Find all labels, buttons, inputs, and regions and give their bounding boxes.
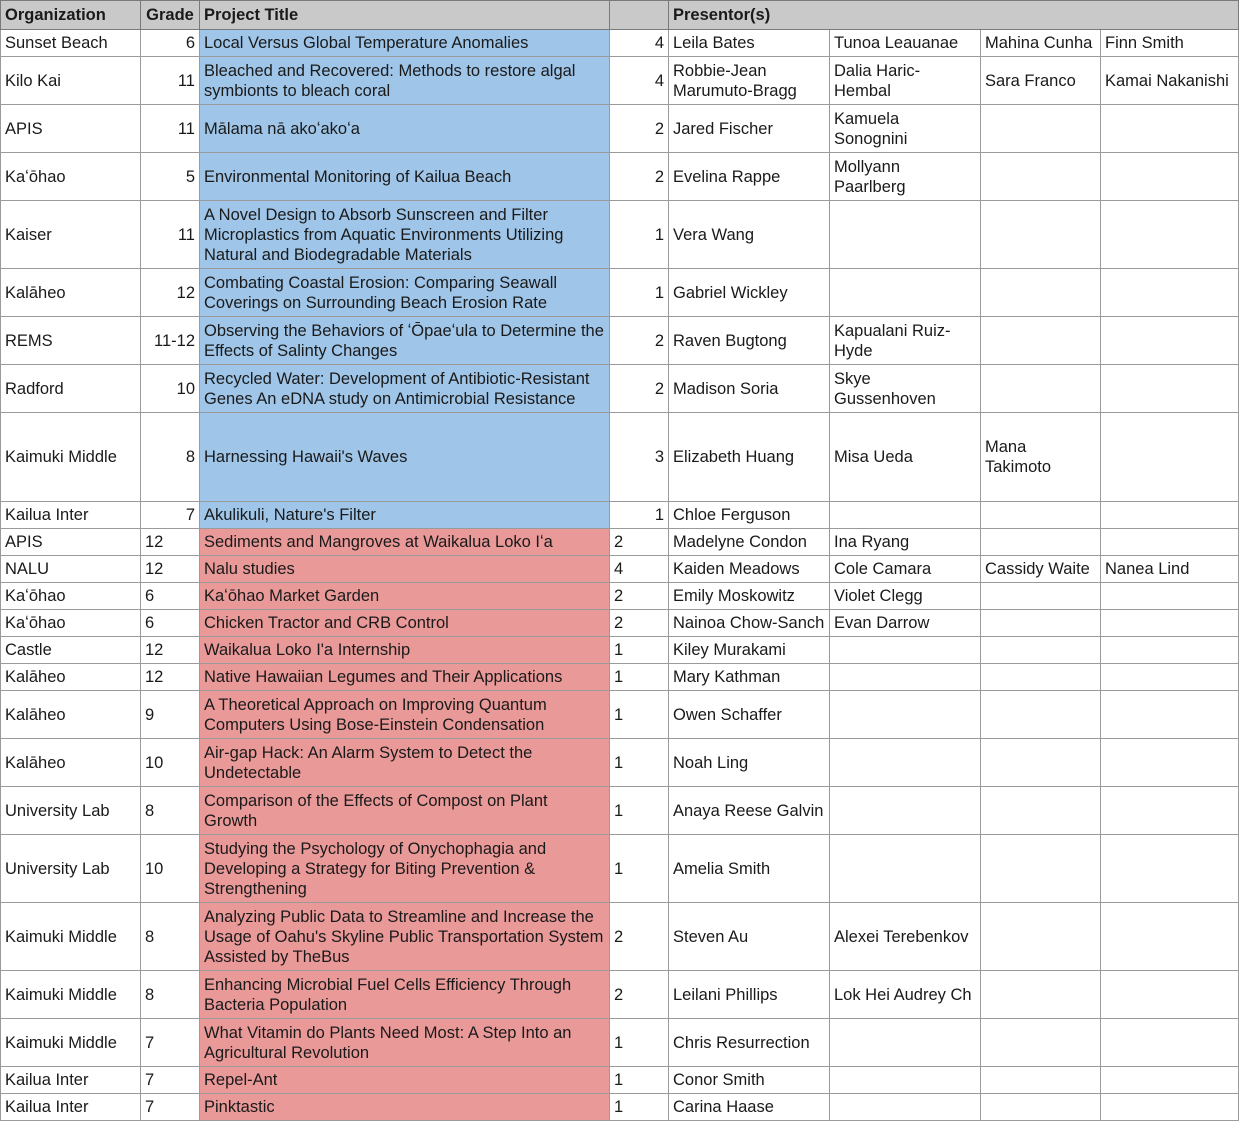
project-title-cell[interactable]: Harnessing Hawaii's Waves (200, 413, 610, 502)
presenter-count-cell[interactable]: 1 (610, 1019, 669, 1067)
grade-cell[interactable]: 11-12 (141, 317, 200, 365)
presenter-count-cell[interactable]: 2 (610, 529, 669, 556)
presenter-cell[interactable] (981, 637, 1101, 664)
grade-cell[interactable]: 10 (141, 365, 200, 413)
table-row (1, 739, 1239, 787)
presenter-cell[interactable]: Evelina Rappe (669, 153, 830, 201)
presenter-cell[interactable] (1101, 1067, 1239, 1094)
grade-cell[interactable]: 10 (141, 739, 200, 787)
presenter-count-cell[interactable]: 1 (610, 787, 669, 835)
presenter-cell[interactable]: Amelia Smith (669, 835, 830, 903)
grade-cell[interactable]: 12 (141, 664, 200, 691)
project-title-cell[interactable]: Environmental Monitoring of Kailua Beach (200, 153, 610, 201)
presenter-cell[interactable]: Carina Haase (669, 1094, 830, 1121)
table-row (1, 317, 1239, 365)
table-row (1, 57, 1239, 105)
presenter-cell[interactable] (981, 971, 1101, 1019)
table-row (1, 903, 1239, 971)
presenter-cell[interactable] (1101, 835, 1239, 903)
presenter-cell[interactable] (1101, 739, 1239, 787)
presenter-cell[interactable] (981, 105, 1101, 153)
presenter-cell[interactable]: Tunoa Leauanae (830, 30, 981, 57)
table-row (1, 835, 1239, 903)
presenter-cell[interactable]: Cassidy Waite (981, 556, 1101, 583)
presenter-cell[interactable] (830, 637, 981, 664)
presenter-cell[interactable]: Sara Franco (981, 57, 1101, 105)
presenter-cell[interactable] (1101, 1019, 1239, 1067)
presenter-cell[interactable] (981, 365, 1101, 413)
table-row (1, 691, 1239, 739)
grade-cell[interactable]: 8 (141, 787, 200, 835)
presenter-cell[interactable] (830, 201, 981, 269)
presenter-cell[interactable]: Finn Smith (1101, 30, 1239, 57)
presenter-cell[interactable]: Kaiden Meadows (669, 556, 830, 583)
organization-cell[interactable]: Kalāheo (1, 691, 141, 739)
presenter-cell[interactable] (981, 1094, 1101, 1121)
presenter-cell[interactable] (830, 1019, 981, 1067)
presenter-cell[interactable] (1101, 413, 1239, 502)
presenter-cell[interactable]: Owen Schaffer (669, 691, 830, 739)
presenter-cell[interactable] (830, 664, 981, 691)
grade-cell[interactable]: 6 (141, 30, 200, 57)
table-row (1, 556, 1239, 583)
organization-cell[interactable]: University Lab (1, 835, 141, 903)
presenter-cell[interactable]: Elizabeth Huang (669, 413, 830, 502)
organization-cell[interactable]: Kailua Inter (1, 1094, 141, 1121)
project-title-cell[interactable]: Studying the Psychology of Onychophagia and Developing a Strategy for Biting Prevention & Strengthening (200, 835, 610, 903)
presenter-count-cell[interactable]: 1 (610, 1067, 669, 1094)
grade-cell[interactable]: 7 (141, 1067, 200, 1094)
presenter-cell[interactable] (1101, 787, 1239, 835)
presenter-count-cell[interactable]: 1 (610, 664, 669, 691)
presenter-cell[interactable]: Conor Smith (669, 1067, 830, 1094)
grade-cell[interactable]: 5 (141, 153, 200, 201)
grade-cell[interactable]: 12 (141, 556, 200, 583)
presenter-count-cell[interactable]: 1 (610, 637, 669, 664)
presenter-cell[interactable] (1101, 903, 1239, 971)
organization-cell[interactable]: Kaimuki Middle (1, 1019, 141, 1067)
header-organization[interactable]: Organization (1, 1, 141, 30)
table-row (1, 1094, 1239, 1121)
presenter-cell[interactable] (981, 1019, 1101, 1067)
presenter-cell[interactable]: Lok Hei Audrey Ch (830, 971, 981, 1019)
presenter-cell[interactable] (981, 502, 1101, 529)
grade-cell[interactable]: 8 (141, 413, 200, 502)
grade-cell[interactable]: 7 (141, 1019, 200, 1067)
presenter-cell[interactable] (830, 691, 981, 739)
presenter-cell[interactable]: Madison Soria (669, 365, 830, 413)
table-row (1, 201, 1239, 269)
presenter-cell[interactable]: Mahina Cunha (981, 30, 1101, 57)
presenter-count-cell[interactable]: 2 (610, 971, 669, 1019)
presenter-cell[interactable]: Kapualani Ruiz-Hyde (830, 317, 981, 365)
presenter-cell[interactable] (981, 739, 1101, 787)
project-title-cell[interactable]: Kaʻōhao Market Garden (200, 583, 610, 610)
project-title-cell[interactable]: Local Versus Global Temperature Anomalies (200, 30, 610, 57)
project-title-cell[interactable]: Enhancing Microbial Fuel Cells Efficiency Through Bacteria Population (200, 971, 610, 1019)
presenter-cell[interactable]: Violet Clegg (830, 583, 981, 610)
presenter-cell[interactable]: Evan Darrow (830, 610, 981, 637)
organization-cell[interactable]: APIS (1, 105, 141, 153)
presenter-cell[interactable] (1101, 664, 1239, 691)
project-title-cell[interactable]: Mālama nā akoʻakoʻa (200, 105, 610, 153)
header-grade[interactable]: Grade (141, 1, 200, 30)
presenter-cell[interactable]: Anaya Reese Galvin (669, 787, 830, 835)
presenter-cell[interactable] (830, 787, 981, 835)
presenter-cell[interactable] (1101, 317, 1239, 365)
project-title-cell[interactable]: Waikalua Loko I'a Internship (200, 637, 610, 664)
project-title-cell[interactable]: Analyzing Public Data to Streamline and Increase the Usage of Oahu's Skyline Public Transportation System Assisted by TheBus (200, 903, 610, 971)
presenter-cell[interactable] (1101, 153, 1239, 201)
project-title-cell[interactable]: Comparison of the Effects of Compost on Plant Growth (200, 787, 610, 835)
project-title-cell[interactable]: A Novel Design to Absorb Sunscreen and Filter Microplastics from Aquatic Environments Utilizing Natural and Biodegradable Materials (200, 201, 610, 269)
grade-cell[interactable]: 11 (141, 105, 200, 153)
organization-cell[interactable]: Kalāheo (1, 739, 141, 787)
presenter-cell[interactable] (981, 153, 1101, 201)
table-row (1, 153, 1239, 201)
presenter-cell[interactable]: Dalia Haric-Hembal (830, 57, 981, 105)
project-title-cell[interactable]: Nalu studies (200, 556, 610, 583)
presenter-count-cell[interactable]: 1 (610, 691, 669, 739)
organization-cell[interactable]: Kaimuki Middle (1, 971, 141, 1019)
presenter-cell[interactable] (981, 903, 1101, 971)
presenter-count-cell[interactable]: 2 (610, 903, 669, 971)
presenter-cell[interactable] (981, 787, 1101, 835)
grade-cell[interactable]: 10 (141, 835, 200, 903)
presenter-count-cell[interactable]: 1 (610, 502, 669, 529)
presenter-cell[interactable]: Chris Resurrection (669, 1019, 830, 1067)
table-row (1, 413, 1239, 502)
presenter-cell[interactable] (981, 835, 1101, 903)
presenter-cell[interactable]: Kamai Nakanishi (1101, 57, 1239, 105)
presenter-cell[interactable]: Kamuela Sonognini (830, 105, 981, 153)
presenter-count-cell[interactable]: 1 (610, 201, 669, 269)
project-title-cell[interactable]: Sediments and Mangroves at Waikalua Loko Iʻa (200, 529, 610, 556)
header-row (1, 1, 1239, 30)
presenter-cell[interactable]: Kiley Murakami (669, 637, 830, 664)
presenter-cell[interactable]: Mana Takimoto (981, 413, 1101, 502)
presenter-cell[interactable]: Emily Moskowitz (669, 583, 830, 610)
organization-cell[interactable]: Kailua Inter (1, 1067, 141, 1094)
grade-cell[interactable]: 6 (141, 583, 200, 610)
organization-cell[interactable]: Kalāheo (1, 269, 141, 317)
presenter-cell[interactable] (1101, 502, 1239, 529)
presenter-count-cell[interactable]: 2 (610, 105, 669, 153)
table-row (1, 610, 1239, 637)
table-row (1, 529, 1239, 556)
organization-cell[interactable]: Kaʻōhao (1, 153, 141, 201)
grade-cell[interactable]: 8 (141, 971, 200, 1019)
presenter-cell[interactable]: Chloe Ferguson (669, 502, 830, 529)
presenter-cell[interactable]: Vera Wang (669, 201, 830, 269)
presenter-cell[interactable]: Misa Ueda (830, 413, 981, 502)
organization-cell[interactable]: REMS (1, 317, 141, 365)
organization-cell[interactable]: APIS (1, 529, 141, 556)
organization-cell[interactable]: Kaʻōhao (1, 583, 141, 610)
project-title-cell[interactable]: Pinktastic (200, 1094, 610, 1121)
presenter-count-cell[interactable]: 2 (610, 365, 669, 413)
grade-cell[interactable]: 9 (141, 691, 200, 739)
presenter-cell[interactable] (830, 1067, 981, 1094)
organization-cell[interactable]: Kailua Inter (1, 502, 141, 529)
presenter-cell[interactable]: Cole Camara (830, 556, 981, 583)
presenter-cell[interactable] (981, 317, 1101, 365)
presenter-cell[interactable] (830, 739, 981, 787)
organization-cell[interactable]: Kaiser (1, 201, 141, 269)
organization-cell[interactable]: Kilo Kai (1, 57, 141, 105)
project-title-cell[interactable]: Observing the Behaviors of ʻŌpaeʻula to Determine the Effects of Salinty Changes (200, 317, 610, 365)
presenter-count-cell[interactable]: 4 (610, 30, 669, 57)
project-title-cell[interactable]: Bleached and Recovered: Methods to restore algal symbionts to bleach coral (200, 57, 610, 105)
presenter-count-cell[interactable]: 2 (610, 583, 669, 610)
header-project-title[interactable]: Project Title (200, 1, 610, 30)
presenter-cell[interactable]: Alexei Terebenkov (830, 903, 981, 971)
presenter-cell[interactable] (981, 691, 1101, 739)
presenter-cell[interactable]: Gabriel Wickley (669, 269, 830, 317)
presenter-cell[interactable] (830, 269, 981, 317)
presenter-cell[interactable]: Nainoa Chow-Sanch (669, 610, 830, 637)
presenter-cell[interactable] (1101, 610, 1239, 637)
presenter-cell[interactable] (1101, 691, 1239, 739)
presenter-cell[interactable]: Raven Bugtong (669, 317, 830, 365)
table-row (1, 664, 1239, 691)
presenter-cell[interactable] (981, 664, 1101, 691)
organization-cell[interactable]: Kaimuki Middle (1, 413, 141, 502)
presenter-cell[interactable] (981, 1067, 1101, 1094)
grade-cell[interactable]: 7 (141, 502, 200, 529)
grade-cell[interactable]: 12 (141, 269, 200, 317)
presenter-count-cell[interactable]: 4 (610, 556, 669, 583)
presenter-cell[interactable] (1101, 269, 1239, 317)
grade-cell[interactable]: 12 (141, 637, 200, 664)
organization-cell[interactable]: Sunset Beach (1, 30, 141, 57)
presenter-cell[interactable] (1101, 529, 1239, 556)
presenter-count-cell[interactable]: 1 (610, 269, 669, 317)
grade-cell[interactable]: 8 (141, 903, 200, 971)
grade-cell[interactable]: 6 (141, 610, 200, 637)
presenter-cell[interactable] (1101, 583, 1239, 610)
table-row (1, 365, 1239, 413)
presenter-cell[interactable] (1101, 365, 1239, 413)
organization-cell[interactable]: Radford (1, 365, 141, 413)
presenter-cell[interactable] (981, 269, 1101, 317)
presenter-cell[interactable] (981, 201, 1101, 269)
table-row (1, 1019, 1239, 1067)
presenter-cell[interactable]: Mollyann Paarlberg (830, 153, 981, 201)
presenter-cell[interactable]: Skye Gussenhoven (830, 365, 981, 413)
table-row (1, 1067, 1239, 1094)
table-row (1, 787, 1239, 835)
project-title-cell[interactable]: Akulikuli, Nature's Filter (200, 502, 610, 529)
presenter-count-cell[interactable]: 1 (610, 1094, 669, 1121)
presenter-count-cell[interactable]: 4 (610, 57, 669, 105)
project-title-cell[interactable]: What Vitamin do Plants Need Most: A Step Into an Agricultural Revolution (200, 1019, 610, 1067)
project-title-cell[interactable]: Chicken Tractor and CRB Control (200, 610, 610, 637)
presenter-cell[interactable]: Robbie-Jean Marumuto-Bragg (669, 57, 830, 105)
table-row (1, 105, 1239, 153)
project-title-cell[interactable]: Combating Coastal Erosion: Comparing Seawall Coverings on Surrounding Beach Erosion Rate (200, 269, 610, 317)
header-count[interactable] (610, 1, 669, 30)
project-title-cell[interactable]: Repel-Ant (200, 1067, 610, 1094)
grade-cell[interactable]: 11 (141, 57, 200, 105)
grade-cell[interactable]: 12 (141, 529, 200, 556)
organization-cell[interactable]: Kalāheo (1, 664, 141, 691)
presenter-cell[interactable] (1101, 105, 1239, 153)
table-row (1, 502, 1239, 529)
presenter-cell[interactable]: Jared Fischer (669, 105, 830, 153)
presenter-count-cell[interactable]: 1 (610, 835, 669, 903)
project-title-cell[interactable]: Air-gap Hack: An Alarm System to Detect the Undetectable (200, 739, 610, 787)
presenter-cell[interactable]: Leilani Phillips (669, 971, 830, 1019)
presenter-count-cell[interactable]: 2 (610, 610, 669, 637)
presenter-cell[interactable]: Ina Ryang (830, 529, 981, 556)
presenter-cell[interactable]: Leila Bates (669, 30, 830, 57)
table-row (1, 269, 1239, 317)
presenter-cell[interactable] (830, 502, 981, 529)
presenter-cell[interactable] (1101, 971, 1239, 1019)
project-title-cell[interactable]: Native Hawaiian Legumes and Their Applications (200, 664, 610, 691)
presenter-count-cell[interactable]: 3 (610, 413, 669, 502)
organization-cell[interactable]: Kaʻōhao (1, 610, 141, 637)
presenter-count-cell[interactable]: 2 (610, 153, 669, 201)
presenter-cell[interactable] (981, 583, 1101, 610)
table-row (1, 971, 1239, 1019)
presenter-cell[interactable] (830, 835, 981, 903)
presenter-count-cell[interactable]: 2 (610, 317, 669, 365)
project-title-cell[interactable]: A Theoretical Approach on Improving Quantum Computers Using Bose-Einstein Condensation (200, 691, 610, 739)
organization-cell[interactable]: Castle (1, 637, 141, 664)
presenter-cell[interactable]: Steven Au (669, 903, 830, 971)
presenter-cell[interactable] (981, 610, 1101, 637)
organization-cell[interactable]: University Lab (1, 787, 141, 835)
presenter-cell[interactable] (981, 529, 1101, 556)
presenter-cell[interactable]: Mary Kathman (669, 664, 830, 691)
table-row (1, 637, 1239, 664)
presenter-count-cell[interactable]: 1 (610, 739, 669, 787)
project-title-cell[interactable]: Recycled Water: Development of Antibiotic-Resistant Genes An eDNA study on Antimicrobial Resistance (200, 365, 610, 413)
organization-cell[interactable]: Kaimuki Middle (1, 903, 141, 971)
presenter-cell[interactable] (1101, 637, 1239, 664)
grade-cell[interactable]: 11 (141, 201, 200, 269)
presenter-cell[interactable]: Nanea Lind (1101, 556, 1239, 583)
presenter-cell[interactable] (830, 1094, 981, 1121)
presenter-cell[interactable] (1101, 201, 1239, 269)
presenter-cell[interactable]: Madelyne Condon (669, 529, 830, 556)
presenter-cell[interactable]: Noah Ling (669, 739, 830, 787)
presenter-cell[interactable] (1101, 1094, 1239, 1121)
grade-cell[interactable]: 7 (141, 1094, 200, 1121)
header-presenters[interactable]: Presentor(s) (669, 1, 1239, 30)
table-row (1, 30, 1239, 57)
table-row (1, 583, 1239, 610)
organization-cell[interactable]: NALU (1, 556, 141, 583)
